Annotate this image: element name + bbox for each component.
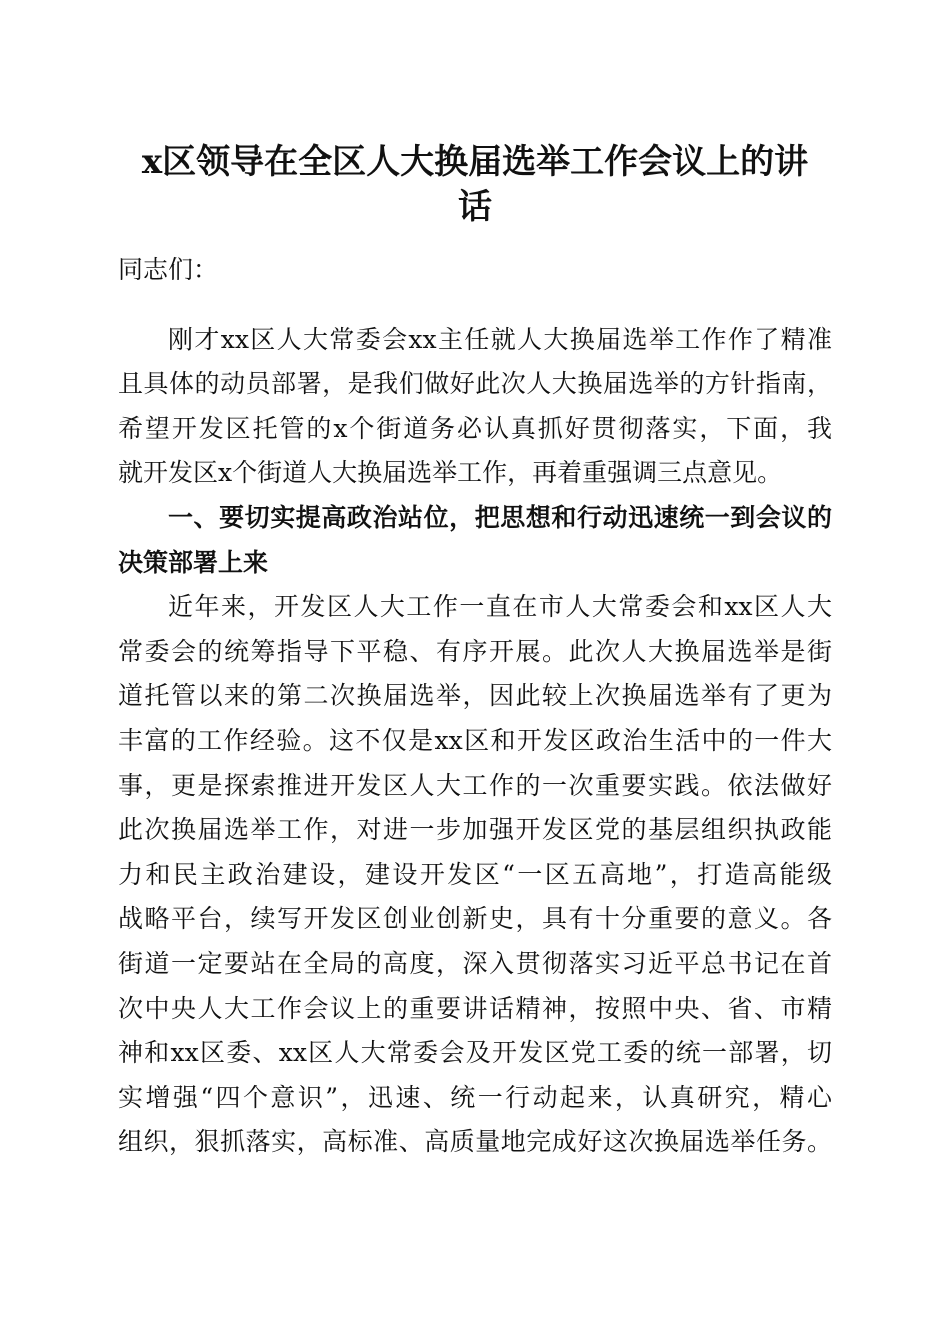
title-line-1: x区领导在全区人大换届选举工作会议上的讲: [141, 142, 809, 182]
text-line: 就开发区x个街道人大换届选举工作，再着重强调三点意见。: [118, 458, 783, 488]
text-line: 丰富的工作经验。这不仅是xx区和开发区政治生活中的一件大: [118, 725, 832, 755]
text-line: 道托管以来的第二次换届选举，因此较上次换届选举有了更为: [118, 681, 832, 711]
text-line: 组织，狠抓落实，高标准、高质量地完成好这次换届选举任务。: [118, 1127, 832, 1157]
text-line: 街道一定要站在全局的高度，深入贯彻落实习近平总书记在首: [118, 948, 832, 978]
title-line-2: 话: [458, 187, 492, 227]
text-line: 实增强“四个意识”，迅速、统一行动起来，认真研究，精心: [118, 1082, 832, 1112]
document-title: [100, 140, 850, 230]
text-line: 神和xx区委、xx区人大常委会及开发区党工委的统一部署，切: [118, 1038, 832, 1068]
intro-paragraph: [118, 318, 832, 496]
text-line: 力和民主政治建设，建设开发区“一区五高地”，打造高能级: [118, 859, 832, 889]
text-line: 希望开发区托管的x个街道务必认真抓好贯彻落实，下面，我: [118, 413, 832, 443]
text-line: 常委会的统筹指导下平稳、有序开展。此次人大换届选举是街: [118, 636, 832, 666]
text-line: 此次换届选举工作，对进一步加强开发区党的基层组织执政能: [118, 815, 832, 845]
heading-line: 一、要切实提高政治站位，把思想和行动迅速统一到会议的: [168, 502, 832, 532]
document-body: [118, 248, 832, 1165]
text-line: 刚才xx区人大常委会xx主任就人大换届选举工作作了精准: [168, 324, 832, 354]
heading-line: 决策部署上来: [118, 547, 269, 577]
section-paragraph: [118, 585, 832, 1165]
text-line: 近年来，开发区人大工作一直在市人大常委会和xx区人大: [168, 592, 832, 622]
text-line: 次中央人大工作会议上的重要讲话精神，按照中央、省、市精: [118, 993, 832, 1023]
text-line: 且具体的动员部署，是我们做好此次人大换届选举的方针指南，: [118, 369, 832, 399]
text-line: 事，更是探索推进开发区人大工作的一次重要实践。依法做好: [118, 770, 832, 800]
section-heading: [118, 496, 832, 585]
salutation: 同志们：: [118, 255, 219, 284]
text-line: 战略平台，续写开发区创业创新史，具有十分重要的意义。各: [118, 904, 832, 934]
